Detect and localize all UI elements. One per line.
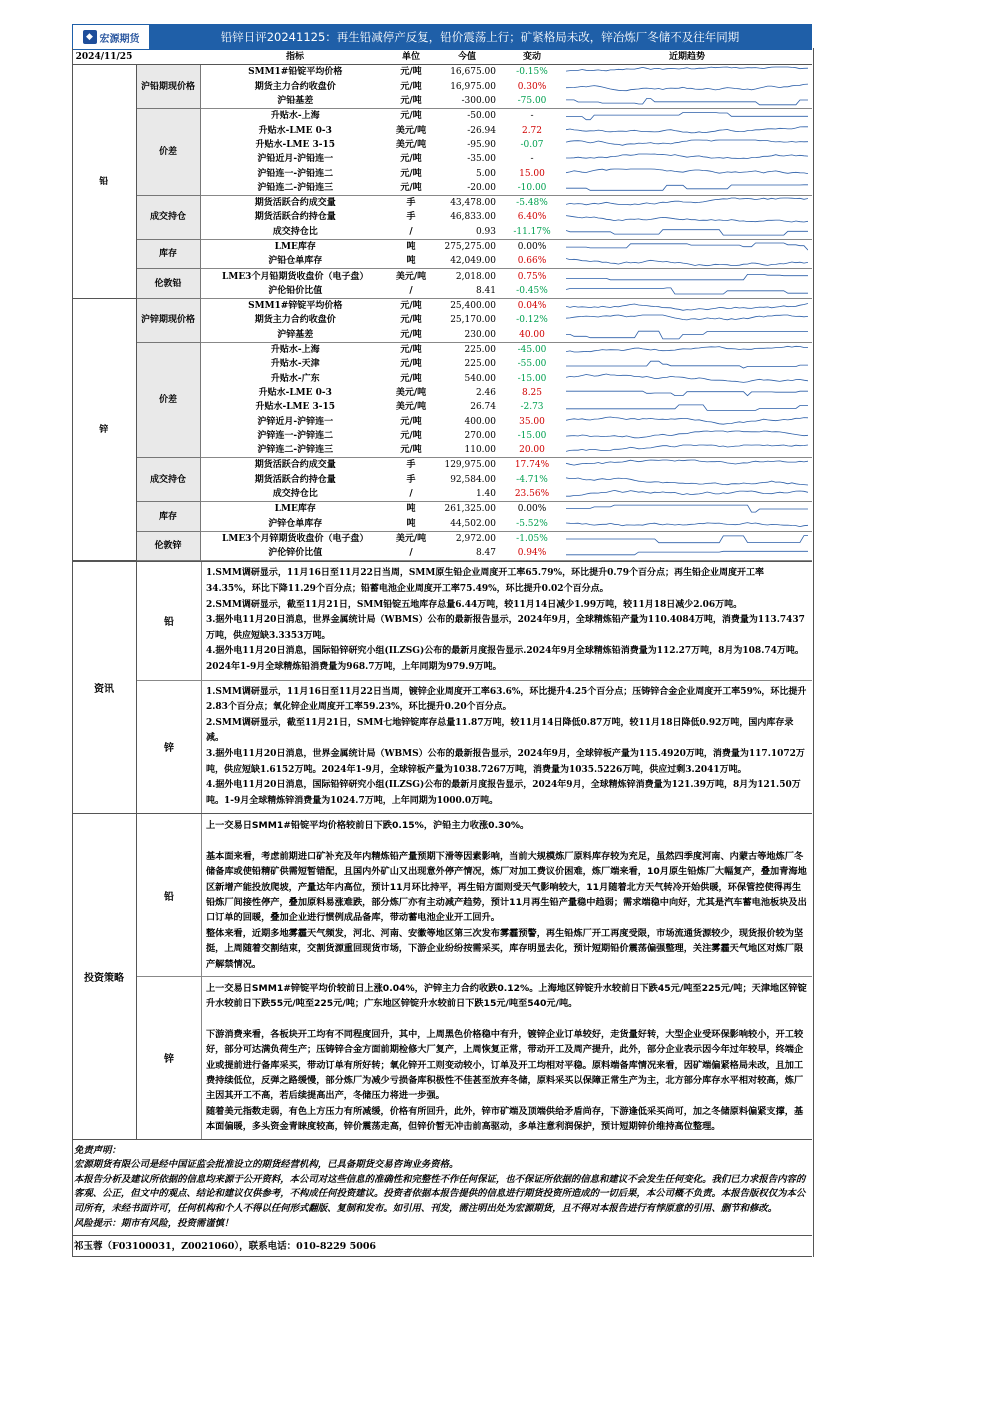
value-cell: 5.00 (475, 168, 496, 179)
indicator-cell: 沪锌连一-沪锌连二 (257, 430, 334, 441)
change-cell: -0.15% (516, 67, 548, 78)
disclaimer (72, 1139, 812, 1236)
indicator-cell: LME库存 (274, 242, 316, 252)
change-cell: -11.17% (502, 225, 562, 240)
trend-cell (562, 254, 812, 269)
unit-cell: 元/吨 (400, 154, 422, 165)
change-header: 变动 (502, 50, 562, 65)
indicator-cell: 期货活跃合约成交量 (254, 198, 336, 209)
section-label: 铅 (72, 65, 136, 299)
indicator-cell: SMM1#铅锭平均价格 (248, 67, 343, 78)
change-cell: 6.40% (517, 212, 547, 223)
group-label: 库存 (136, 502, 200, 532)
news-row (137, 562, 812, 680)
news-label: 资讯 (72, 562, 137, 813)
trend-cell (562, 487, 812, 502)
table-row (72, 239, 812, 254)
news-paragraph: 4.据外电11月20日消息，国际铅锌研究小组(ILZSG)公布的最新月度报告显示，2024年9月，全球精炼锌消费量为121.39万吨，8月为121.50万吨。1-9月全球精炼锌消费量为1024.7万吨，上年同期为1000.0万吨。 (206, 780, 801, 806)
indicator-cell: 沪锌连二-沪锌连三 (200, 443, 390, 458)
trend-sparkline-icon (566, 226, 808, 238)
change-cell: 0.75% (517, 271, 547, 282)
indicator-cell: 期货主力合约收盘价 (254, 81, 336, 92)
trend-sparkline-icon (566, 81, 808, 93)
unit-cell: 元/吨 (400, 168, 422, 179)
change-cell: 20.00 (502, 443, 562, 458)
indicator-cell: 沪铅连一-沪铅连二 (257, 168, 334, 179)
value-cell: 400.00 (464, 416, 496, 427)
change-cell: -5.48% (516, 198, 548, 209)
trend-cell (562, 357, 812, 371)
indicator-cell: 升贴水-天津 (270, 359, 320, 370)
indicator-cell: 期货活跃合约持仓量 (254, 474, 336, 485)
value-cell: 225.00 (464, 345, 496, 356)
trend-cell (562, 429, 812, 443)
unit-cell: 元/吨 (390, 94, 432, 109)
change-cell: 0.66% (502, 254, 562, 269)
trend-cell (562, 342, 812, 357)
group-label: 沪锌期现价格 (136, 299, 200, 343)
logo-text: 宏源期货 (99, 33, 140, 45)
indicator-cell: 升贴水-LME 0-3 (258, 387, 332, 398)
value-cell: 225.00 (464, 359, 496, 370)
trend-sparkline-icon (566, 533, 808, 545)
unit-cell: 元/吨 (400, 111, 422, 122)
disclaimer-heading: 免责声明： (74, 1144, 121, 1156)
news-metal-label: 锌 (137, 681, 202, 814)
value-cell: -50.00 (467, 111, 496, 122)
indicator-cell: 升贴水-广东 (270, 373, 320, 384)
value-cell: 25,170.00 (450, 315, 496, 326)
change-cell: 0.04% (517, 301, 547, 312)
trend-sparkline-icon (566, 314, 808, 326)
trend-cell (562, 138, 812, 152)
indicator-cell: 升贴水-LME 0-3 (258, 125, 332, 136)
value-cell: 2,018.00 (455, 271, 496, 282)
indicator-header: 指标 (200, 50, 390, 65)
value-cell: 540.00 (464, 373, 496, 384)
trend-sparkline-icon (566, 125, 808, 137)
value-cell: 16,675.00 (450, 67, 496, 78)
unit-cell: 吨 (406, 242, 416, 252)
trend-cell (562, 546, 812, 561)
trend-sparkline-icon (566, 211, 808, 223)
table-row (72, 299, 812, 314)
trend-cell (562, 400, 812, 414)
trend-sparkline-icon (566, 373, 808, 385)
unit-cell: 手 (406, 212, 416, 223)
unit-cell: / (390, 284, 432, 299)
trend-cell (562, 65, 812, 80)
trend-sparkline-icon (566, 139, 808, 151)
unit-cell: 元/吨 (400, 373, 422, 384)
column-header-row (72, 50, 812, 65)
date-cell: 2024/11/25 (72, 50, 136, 65)
value-cell: 8.47 (432, 546, 502, 561)
data-table (72, 50, 812, 561)
unit-cell: 美元/吨 (395, 387, 427, 398)
trend-sparkline-icon (566, 416, 808, 428)
report-header (72, 24, 812, 50)
group-label: 价差 (136, 109, 200, 196)
company-logo (73, 25, 149, 49)
trend-cell (562, 517, 812, 532)
value-cell: 1.40 (432, 487, 502, 502)
change-cell: 35.00 (519, 416, 545, 427)
unit-cell: / (390, 487, 432, 502)
value-cell: 261,325.00 (444, 504, 496, 515)
disclaimer-line: 本报告分析及建议所依据的信息均来源于公开资料，本公司对这些信息的准确性和完整性不作任何保证，也不保证所依据的信息和建议不会发生任何变化。我们已力求报告内容的客观、公正，但文中的观点、结论和建议仅供参考，不构成任何投资建议。投资者依据本报告提供的信息进行期货投资所造成的一切后果，本公司概不负责。本报告版权仅为本公司所有，未经书面许可，任何机构和个人不得以任何形式翻版、复制和发布。如引用、刊发，需注明出处为宏源期货，且不得对本报告进行有悖原意的引用、删节和修改。 (74, 1173, 806, 1214)
value-cell: 26.74 (470, 402, 496, 413)
paragraph-gap (206, 834, 808, 849)
unit-cell: 元/吨 (400, 345, 422, 356)
news-row (137, 681, 812, 814)
strategy-paragraph: 上一交易日SMM1#锌锭平均价较前日上涨0.04%，沪锌主力合约收跌0.12%。上海地区锌锭升水较前日下跌45元/吨至225元/吨；天津地区锌锭升水较前日下跌55元/吨至225元/吨；广东地区锌锭升水较前日下跌15元/吨至540元/吨。 (206, 982, 807, 1010)
trend-cell (562, 386, 812, 400)
news-block (72, 561, 812, 813)
trend-cell (562, 94, 812, 109)
strategy-block (72, 813, 812, 1138)
unit-cell: 元/吨 (400, 430, 422, 441)
change-cell: 0.00% (517, 242, 547, 252)
trend-cell (562, 166, 812, 180)
value-cell: 275,275.00 (444, 242, 496, 252)
unit-cell: 美元/吨 (395, 271, 427, 282)
trend-cell (562, 239, 812, 254)
strategy-metal-label: 锌 (137, 977, 202, 1139)
unit-cell: 美元/吨 (395, 125, 427, 136)
table-row (72, 458, 812, 473)
indicator-cell: SMM1#锌锭平均价格 (248, 301, 343, 312)
trend-sparkline-icon (566, 547, 808, 559)
trend-sparkline-icon (566, 168, 808, 180)
trend-cell (562, 328, 812, 343)
group-label: 沪铅期现价格 (136, 65, 200, 109)
unit-cell: 元/吨 (400, 67, 422, 78)
indicator-cell: LME3个月锌期货收盘价（电子盘） (222, 533, 369, 544)
unit-cell: / (390, 546, 432, 561)
change-cell: -4.71% (516, 474, 548, 485)
report-title: 铅锌日评20241125：再生铅减停产反复，铅价震荡上行；矿紧格局未改，锌冶炼厂冬储不及往年同期 (149, 25, 811, 49)
trend-cell (562, 195, 812, 210)
trend-sparkline-icon (566, 518, 808, 530)
value-cell: 2.46 (475, 387, 496, 398)
strategy-text (202, 977, 812, 1139)
trend-cell (562, 372, 812, 386)
change-cell: 0.30% (517, 81, 547, 92)
indicator-cell: 沪铅基差 (200, 94, 390, 109)
trend-sparkline-icon (566, 285, 808, 297)
value-cell: -95.90 (467, 139, 496, 150)
trend-cell (562, 284, 812, 299)
value-cell: 43,478.00 (450, 198, 496, 209)
change-cell: 0.94% (502, 546, 562, 561)
trend-cell (562, 181, 812, 196)
unit-cell: 美元/吨 (395, 402, 427, 413)
strategy-text (202, 814, 812, 976)
indicator-cell: 升贴水-LME 3-15 (255, 139, 336, 150)
change-cell: -55.00 (517, 359, 547, 370)
trend-cell (562, 458, 812, 473)
value-cell: 46,833.00 (450, 212, 496, 223)
change-cell: 2.72 (521, 125, 543, 136)
change-cell: 23.56% (502, 487, 562, 502)
value-cell: 0.93 (432, 225, 502, 240)
unit-cell: 吨 (390, 254, 432, 269)
group-label: 伦敦锌 (136, 531, 200, 561)
trend-sparkline-icon (566, 95, 808, 107)
indicator-cell: 沪锌仓单库存 (200, 517, 390, 532)
table-row (72, 502, 812, 517)
indicator-cell: 升贴水-上海 (270, 111, 320, 122)
news-paragraph: 3.据外电11月20日消息，世界金属统计局（WBMS）公布的最新报告显示，2024年9月，全球精炼铅产量为110.4084万吨，消费量为113.7437万吨，供应短缺3.3353万吨。 (206, 615, 805, 641)
unit-cell: 元/吨 (400, 81, 422, 92)
value-cell: 8.41 (432, 284, 502, 299)
strategy-label: 投资策略 (72, 814, 137, 1138)
indicator-cell: 沪铅近月-沪铅连一 (257, 154, 334, 165)
table-row (72, 342, 812, 357)
value-header: 今值 (432, 50, 502, 65)
trend-sparkline-icon (566, 474, 808, 486)
indicator-cell: 沪伦铅价比值 (200, 284, 390, 299)
value-cell: 42,049.00 (432, 254, 502, 269)
table-row (72, 195, 812, 210)
value-cell: 2,972.00 (455, 533, 496, 544)
unit-cell: 元/吨 (400, 315, 422, 326)
value-cell: 110.00 (432, 443, 502, 458)
change-cell: - (530, 111, 534, 122)
trend-sparkline-icon (566, 241, 808, 253)
trend-sparkline-icon (566, 66, 808, 78)
indicator-cell: 成交持仓比 (200, 487, 390, 502)
change-cell: -2.73 (520, 402, 544, 413)
trend-header: 近期趋势 (562, 50, 812, 65)
value-cell: -20.00 (432, 181, 502, 196)
table-row (72, 531, 812, 546)
indicator-cell: 期货活跃合约成交量 (254, 460, 336, 471)
strategy-paragraph: 随着美元指数走弱，有色上方压力有所减缓，价格有所回升，此外，锌市矿端及顶端供给矛盾尚存，下游逢低采买尚可，加之冬储原料偏紧支撑，基本面偏暖，多头资金青睐度较高，锌价震荡走高，但锌价暂无冲击前高驱动，多单注意利润保护，预计短期锌价维持高位整理。 (206, 1105, 804, 1133)
change-cell: -0.12% (516, 315, 548, 326)
unit-cell: 元/吨 (400, 416, 422, 427)
indicator-cell: 升贴水-LME 3-15 (255, 402, 336, 413)
trend-sparkline-icon (566, 358, 808, 370)
strategy-paragraph: 上一交易日SMM1#铅锭平均价格较前日下跌0.15%，沪铅主力收涨0.30%。 (206, 820, 530, 832)
value-cell: 129,975.00 (444, 460, 496, 471)
trend-cell (562, 473, 812, 487)
table-row (72, 269, 812, 284)
change-cell: 0.00% (517, 504, 547, 515)
trend-cell (562, 210, 812, 224)
strategy-row (137, 977, 812, 1139)
change-cell: -10.00 (502, 181, 562, 196)
change-cell: 8.25 (521, 387, 543, 398)
trend-sparkline-icon (566, 344, 808, 356)
paragraph-gap (206, 1012, 808, 1027)
trend-sparkline-icon (566, 182, 808, 194)
unit-cell: 元/吨 (390, 443, 432, 458)
strategy-paragraph: 基本面来看，考虑前期进口矿补充及年内精炼铅产量预期下滑等因素影响，当前大规模炼厂原料库存较为充足，虽然四季度河南、内蒙古等地炼厂冬储备库或使铅精矿供需短暂错配，且国内外矿山又出现意外停产情况，炼厂对加工费议价困难，炼厂端来看，10月原生铅炼厂大幅复产，叠加青海地区新增产能投放爬坡，产量达年内高位，预计11月环比持平，再生铅方面则受天气影响较大，11月随着北方天气转冷开始供暖，环保管控使得再生铅炼厂间接性停产，叠加原料易涨难跌，部分炼厂亦有主动减产趋势，预计11月再生铅产量稳中趋弱；需求端稳中向好，尤其是汽车蓄电池板块及出口订单的回暖，叠加企业进行惯例成品备库，带动蓄电池企业开工回升。 (206, 850, 807, 924)
indicator-cell: 成交持仓比 (200, 225, 390, 240)
disclaimer-line: 宏源期货有限公司是经中国证监会批准设立的期货经营机构，已具备期货交易咨询业务资格。 (74, 1159, 459, 1171)
disclaimer-line: 风险提示：期市有风险，投资需谨慎！ (74, 1217, 234, 1229)
trend-cell (562, 269, 812, 284)
trend-sparkline-icon (566, 153, 808, 165)
group-label: 成交持仓 (136, 195, 200, 239)
trend-sparkline-icon (566, 300, 808, 312)
change-cell: -15.00 (517, 430, 547, 441)
group-label: 价差 (136, 342, 200, 457)
strategy-paragraph: 整体来看，近期多地雾霾天气频发，河北、河南、安徽等地区第三次发布雾霾预警，再生铅炼厂开工再度受限，市场流通货源较少，现货报价较为坚挺，上周随着交割结束，交割货源重回现货市场，下游企业纷纷按需采买，库存明显去化，预计短期铅价震荡偏强整理，关注雾霾天气地区对炼厂限产解禁情况。 (206, 927, 804, 970)
change-cell: -5.52% (502, 517, 562, 532)
indicator-cell: 期货活跃合约持仓量 (254, 212, 336, 223)
trend-sparkline-icon (566, 329, 808, 341)
change-cell: -0.45% (502, 284, 562, 299)
indicator-cell: LME库存 (274, 504, 316, 515)
indicator-cell: 期货主力合约收盘价 (254, 315, 336, 326)
news-paragraph: 2.SMM调研显示，截至11月21日，SMM七地锌锭库存总量11.87万吨，较11月14日降低0.87万吨，较11月18日降低0.92万吨，国内库存录减。 (206, 717, 794, 744)
news-metal-label: 铅 (137, 562, 202, 679)
indicator-cell: LME3个月铅期货收盘价（电子盘） (222, 271, 369, 282)
indicator-cell: 沪伦锌价比值 (200, 546, 390, 561)
indicator-cell: 升贴水-上海 (270, 345, 320, 356)
unit-cell: 手 (406, 474, 416, 485)
value-cell: -300.00 (432, 94, 502, 109)
unit-cell: 元/吨 (390, 328, 432, 343)
value-cell: 16,975.00 (450, 81, 496, 92)
group-label: 伦敦铅 (136, 269, 200, 299)
unit-cell: 美元/吨 (395, 533, 427, 544)
change-cell: -75.00 (502, 94, 562, 109)
trend-cell (562, 80, 812, 94)
trend-cell (562, 502, 812, 517)
news-paragraph: 4.据外电11月20日消息，国际铅锌研究小组(ILZSG)公布的最新月度报告显示.2024年9月全球精炼铅消费量为112.27万吨，8月为108.74万吨。2024年1-9月全球精炼铅消费量为968.7万吨，上年同期为979.9万吨。 (206, 646, 804, 672)
indicator-cell: 沪锌近月-沪锌连一 (257, 416, 334, 427)
group-label: 库存 (136, 239, 200, 269)
trend-sparkline-icon (566, 197, 808, 209)
change-cell: 17.74% (514, 460, 550, 471)
trend-cell (562, 109, 812, 124)
trend-sparkline-icon (566, 459, 808, 471)
unit-cell: / (390, 225, 432, 240)
trend-cell (562, 313, 812, 327)
strategy-paragraph: 下游消费来看，各板块开工均有不同程度回升，其中，上周黑色价格稳中有升，镀锌企业订单较好，走货量好转，大型企业受环保影响较小，开工较好，部分可达满负荷生产；压铸锌合金方面前期检修大厂复产，上周恢复正常，带动开工及周产提升，此外，部分企业表示因今年过年较早，终端企业或提前进行备库采买，带动订单有所好转；氧化锌开工则变动较小，订单及开工均相对平稳。原料端备库情况来看，因矿端偏紧格局未改，且加工费持续低位，反弹之路缓慢，部分炼厂为减少亏损备库积极性不佳甚至放弃冬储，原料采买以保障正常生产为主，北方部分库存水平相对较高，炼厂主因其开工不高，若后续提高出产，冬储压力将进一步强。 (206, 1028, 804, 1102)
table-row (72, 65, 812, 80)
unit-cell: 手 (406, 198, 416, 209)
unit-cell: 美元/吨 (395, 139, 427, 150)
value-cell: -26.94 (467, 125, 496, 136)
change-cell: -15.00 (517, 373, 547, 384)
trend-sparkline-icon (566, 110, 808, 122)
logo-mark-icon: ◆ (83, 30, 97, 44)
indicator-cell: 沪铅仓单库存 (200, 254, 390, 269)
news-text (202, 681, 812, 814)
table-row (72, 109, 812, 124)
news-paragraph: 1.SMM调研显示，11月16日至11月22日当周，SMM原生铅企业周度开工率65.79%，环比提升0.79个百分点；再生铅企业周度开工率34.35%，环比下降11.29个百分点；铅蓄电池企业周度开工率75.49%，环比提升0.02个百分点。 (206, 568, 764, 594)
trend-cell (562, 414, 812, 428)
trend-sparkline-icon (566, 387, 808, 399)
change-cell: -1.05% (516, 533, 548, 544)
strategy-row (137, 814, 812, 977)
unit-header: 单位 (390, 50, 432, 65)
report-sheet (72, 24, 812, 1257)
unit-cell: 吨 (390, 517, 432, 532)
contact-info: 祁玉蓉（F03100031，Z0021060），联系电话：010-8229 5006 (72, 1235, 812, 1257)
trend-cell (562, 225, 812, 240)
group-label: 成交持仓 (136, 458, 200, 502)
trend-cell (562, 531, 812, 546)
unit-cell: 元/吨 (400, 359, 422, 370)
trend-cell (562, 152, 812, 166)
news-text (202, 562, 812, 679)
value-cell: 44,502.00 (432, 517, 502, 532)
value-cell: 25,400.00 (450, 301, 496, 312)
indicator-cell: 沪铅连二-沪铅连三 (200, 181, 390, 196)
unit-cell: 元/吨 (400, 301, 422, 312)
change-cell: -0.07 (520, 139, 544, 150)
trend-sparkline-icon (566, 271, 808, 283)
trend-sparkline-icon (566, 401, 808, 413)
section-label: 锌 (72, 299, 136, 561)
indicator-cell: 沪锌基差 (200, 328, 390, 343)
trend-sparkline-icon (566, 430, 808, 442)
trend-cell (562, 299, 812, 314)
trend-cell (562, 443, 812, 458)
strategy-metal-label: 铅 (137, 814, 202, 976)
news-paragraph: 1.SMM调研显示，11月16日至11月22日当周，镀锌企业周度开工率63.6%，环比提升4.25个百分点；压铸锌合金企业周度开工率59%，环比提升2.83个百分点；氧化锌企业周度开工率59.23%，环比提升0.20个百分点。 (206, 686, 807, 713)
change-cell: 40.00 (502, 328, 562, 343)
trend-sparkline-icon (566, 444, 808, 456)
value-cell: -35.00 (467, 154, 496, 165)
change-cell: - (530, 154, 534, 165)
trend-cell (562, 123, 812, 137)
unit-cell: 吨 (406, 504, 416, 515)
news-paragraph: 2.SMM调研显示，截至11月21日，SMM铅锭五地库存总量6.44万吨，较11月14日减少1.99万吨，较11月18日减少2.06万吨。 (206, 599, 743, 610)
trend-sparkline-icon (566, 255, 808, 267)
value-cell: 92,584.00 (450, 474, 496, 485)
value-cell: 270.00 (464, 430, 496, 441)
value-cell: 230.00 (432, 328, 502, 343)
trend-sparkline-icon (566, 503, 808, 515)
change-cell: -45.00 (517, 345, 547, 356)
unit-cell: 元/吨 (390, 181, 432, 196)
trend-sparkline-icon (566, 488, 808, 500)
news-paragraph: 3.据外电11月20日消息，世界金属统计局（WBMS）公布的最新报告显示，2024年9月，全球锌板产量为115.4920万吨，消费量为117.1072万吨，供应短缺1.6152万吨。2024年1-9月，全球锌板产量为1038.7267万吨，消费量为1035.5226万吨，供应过剩3.2041万吨。 (206, 748, 805, 775)
unit-cell: 手 (406, 460, 416, 471)
change-cell: 15.00 (519, 168, 545, 179)
